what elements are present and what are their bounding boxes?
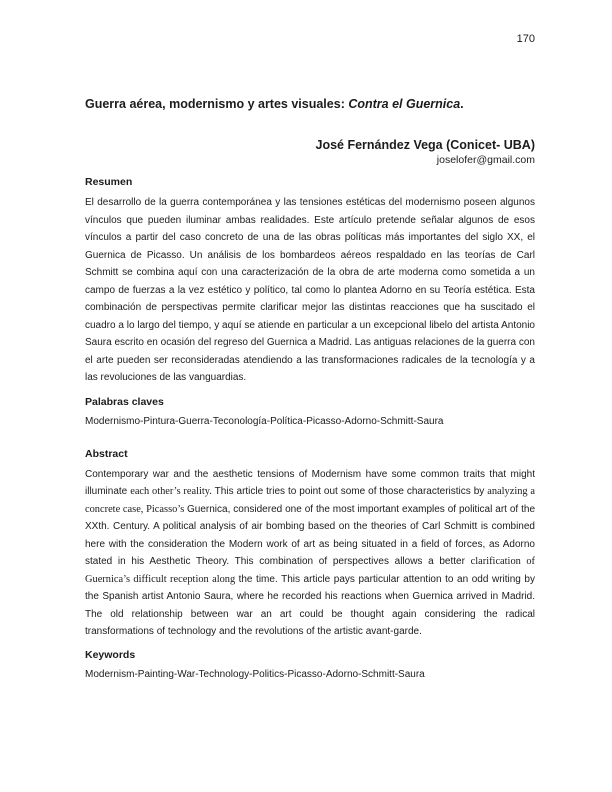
page-number: 170 xyxy=(516,33,535,45)
abstract-text-segment: the time. This article pays particular attention to an odd writing by the Spanish artist Antonio Saura, where he recorded his reactions when Guernica arrived in Madrid. The old relationship between war an art could be thought again considering the radical transformations of technology and the revolutions of the artistic avant-garde. xyxy=(85,573,535,637)
article-title xyxy=(85,97,535,112)
abstract-text-segment: clarification of Guernica’s difficult reception along xyxy=(85,556,535,585)
keywords-heading: Keywords xyxy=(85,648,136,661)
keywords-list: Modernism-Painting-War-Technology-Politics-Picasso-Adorno-Schmitt-Saura xyxy=(85,668,425,680)
abstract-text-segment: Contemporary war and the aesthetic tensions of Modernism have some common traits that might illuminate xyxy=(85,468,535,497)
abstract-paragraph xyxy=(85,466,535,641)
resumen-heading: Resumen xyxy=(85,176,133,188)
abstract-heading: Abstract xyxy=(85,447,128,460)
palabras-claves-heading: Palabras claves xyxy=(85,395,164,408)
abstract-text-segment: This article tries to point out some of those characteristics by xyxy=(211,486,488,497)
palabras-claves-list: Modernismo-Pintura-Guerra-Teconología-Política-Picasso-Adorno-Schmitt-Saura xyxy=(85,415,444,427)
abstract-text-segment: each other’s reality. xyxy=(130,486,212,497)
resumen-paragraph: El desarrollo de la guerra contemporánea y las tensiones estéticas del modernismo poseen algunos vínculos que pueden iluminar ambas realidades. Este artículo pretende señalar algunos de esos vínculos a partir del caso concreto de una de las obras políticas más importantes del siglo XX, el Guernica de Picasso. Un análisis de los bombardeos aéreos respaldado en las teorías de Carl Schmitt se combina aquí con una caracterización de la obra de arte moderna como sometida a un campo de fuerzas a la vez estético y político, tal como lo plantea Adorno en su Teoría estética. Esta combinación de perspectivas permite clarificar mejor las distintas reacciones que ha suscitado el cuadro a lo largo del tiempo, y aquí se atiende en particular a un excepcional libelo del artista Antonio Saura escrito en ocasión del regreso del Guernica a Madrid. Las antiguas relaciones de la guerra con el arte pueden ser reconsideradas atendiendo a las transformaciones radicales de la tecnología y a las revoluciones de las vanguardias. xyxy=(85,197,535,383)
article-title-main: Guerra aérea, modernismo y artes visuales: xyxy=(85,97,349,111)
abstract-text-segment: analyzing a concrete case, Picasso’s xyxy=(85,486,535,515)
abstract-text-segment: Guernica, considered one of the most important examples of political art of the XXth. Century. A political analysis of air bombing based on the theories of Carl Schmitt is combined here with the consideration the Modern work of art as being situated in a field of forces, as Adorno stated in his Aesthetic Theory. This combination of perspectives allows a better xyxy=(85,503,536,567)
article-title-work-italic: Contra el Guernica xyxy=(348,97,461,111)
author-email: joselofer@gmail.com xyxy=(436,154,535,166)
article-title-suffix: . xyxy=(460,97,464,111)
author-name: José Fernández Vega (Conicet- UBA) xyxy=(315,138,535,152)
